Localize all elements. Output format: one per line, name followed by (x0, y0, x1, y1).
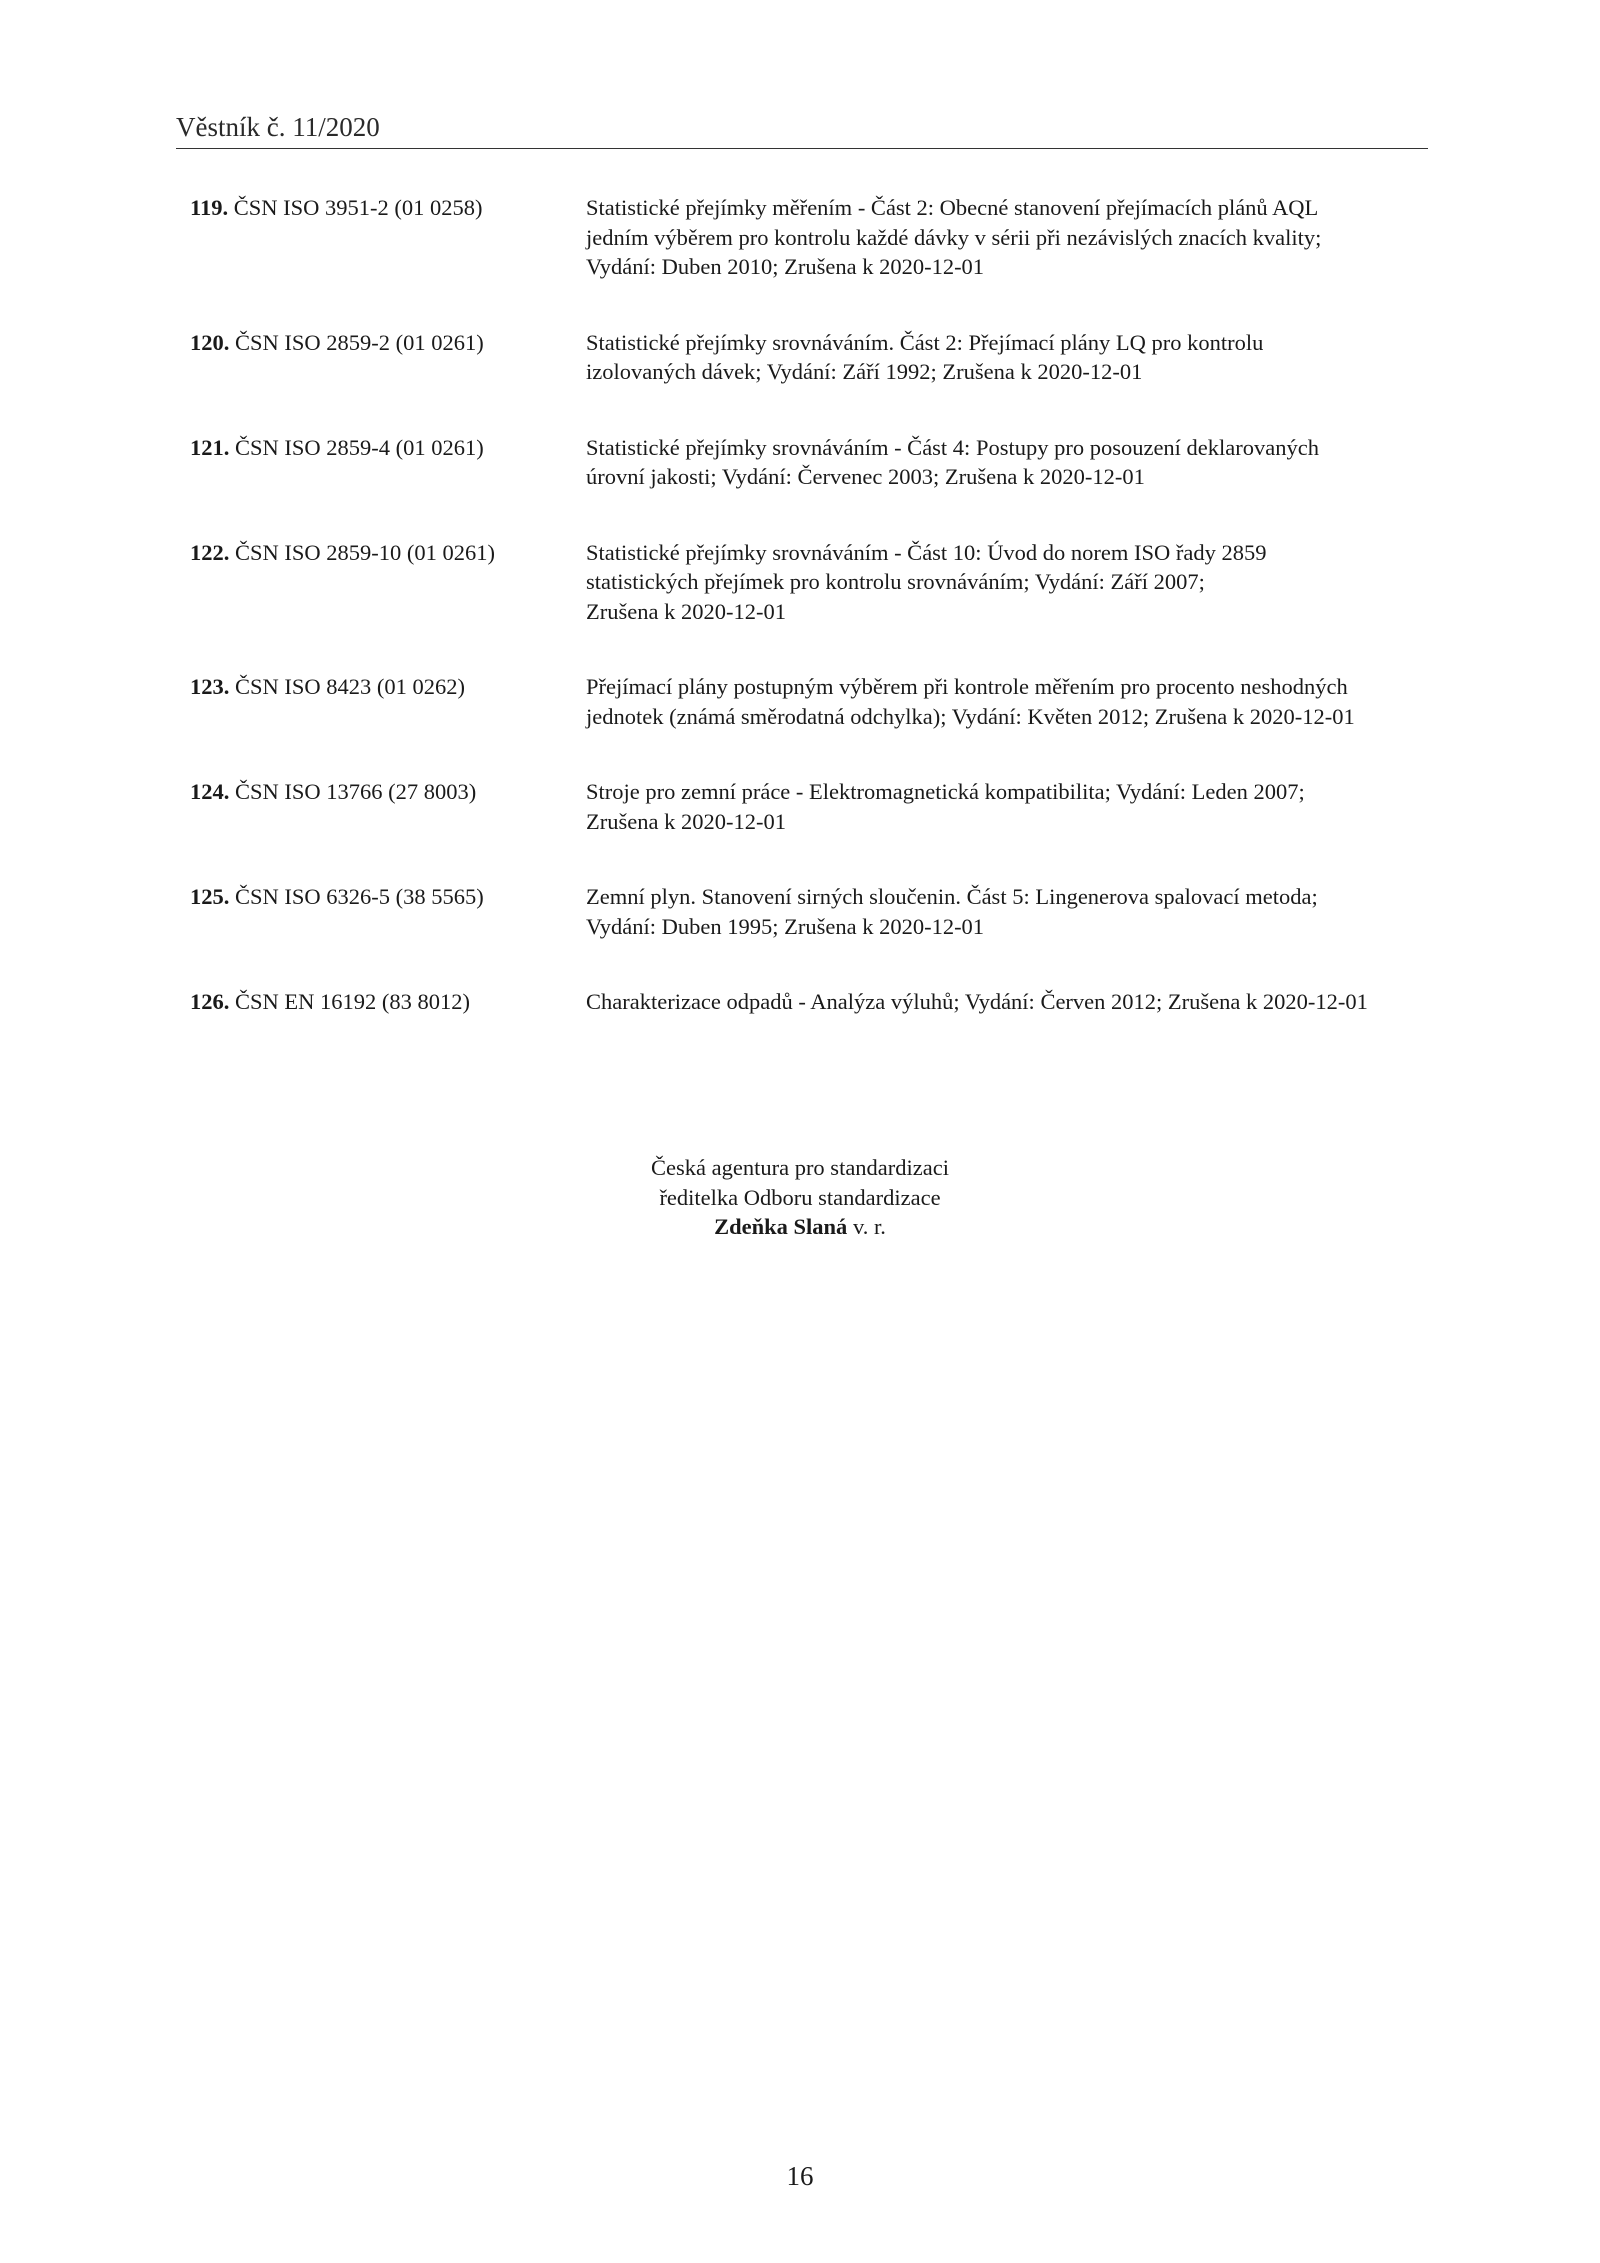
signatory-role: ředitelka Odboru standardizace (659, 1184, 941, 1210)
item-number: 126. (190, 989, 230, 1014)
list-item (190, 328, 1440, 387)
description-line: Statistické přejímky srovnáváním - Část 4: Postupy pro posouzení deklarovaných (586, 434, 1319, 460)
item-number: 119. (190, 195, 229, 220)
standard-id: ČSN ISO 2859-4 (01 0261) (229, 434, 484, 460)
description-line: Vydání: Duben 1995; Zrušena k 2020-12-01 (586, 913, 985, 939)
standard-code (190, 328, 484, 358)
standard-code (190, 882, 484, 912)
bulletin-title: Věstník č. 11/2020 (176, 112, 380, 142)
standard-id: ČSN ISO 8423 (01 0262) (229, 674, 466, 699)
description-line: Vydání: Duben 2010; Zrušena k 2020-12-01 (586, 254, 985, 279)
standard-description (586, 777, 1446, 836)
list-item (190, 672, 1440, 731)
signature-block (500, 1153, 1100, 1242)
agency-name: Česká agentura pro standardizaci (651, 1155, 949, 1180)
description-line: úrovní jakosti; Vydání: Červenec 2003; Zrušena k 2020-12-01 (586, 464, 1145, 489)
standard-description (586, 328, 1446, 387)
standard-description (586, 672, 1446, 731)
standard-description (586, 433, 1446, 492)
standard-description (586, 538, 1446, 627)
item-number: 121. (190, 434, 230, 460)
standard-id: ČSN EN 16192 (83 8012) (229, 989, 470, 1014)
item-number: 122. (190, 539, 230, 565)
description-line: Statistické přejímky měřením - Část 2: Obecné stanovení přejímacích plánů AQL (586, 195, 1319, 220)
item-number: 120. (190, 329, 230, 355)
item-number: 125. (190, 884, 230, 909)
description-line: izolovaných dávek; Vydání: Září 1992; Zrušena k 2020-12-01 (586, 359, 1143, 384)
description-line: jednotek (známá směrodatná odchylka); Vydání: Květen 2012; Zrušena k 2020-12-01 (586, 703, 1355, 729)
description-line: Statistické přejímky srovnáváním - Část 10: Úvod do norem ISO řady 2859 (586, 539, 1267, 565)
signatory-name: Zdeňka Slaná (714, 1214, 848, 1239)
standards-list (190, 193, 1440, 1063)
item-number: 124. (190, 779, 230, 804)
description-line: Zrušena k 2020-12-01 (586, 808, 786, 834)
standard-description (586, 193, 1446, 282)
description-line: Zrušena k 2020-12-01 (586, 598, 786, 624)
list-item (190, 538, 1440, 627)
standard-id: ČSN ISO 3951-2 (01 0258) (228, 195, 483, 220)
list-item (190, 193, 1440, 282)
description-line: jedním výběrem pro kontrolu každé dávky v sérii při nezávislých znacích kvality; (586, 224, 1322, 250)
standard-id: ČSN ISO 2859-2 (01 0261) (229, 329, 484, 355)
standard-code (190, 777, 476, 807)
list-item (190, 882, 1440, 941)
standard-code (190, 433, 484, 463)
list-item (190, 987, 1440, 1017)
standard-code (190, 193, 483, 223)
item-number: 123. (190, 674, 230, 699)
standard-description (586, 882, 1446, 941)
page-header (176, 110, 1428, 149)
description-line: Charakterizace odpadů - Analýza výluhů; Vydání: Červen 2012; Zrušena k 2020-12-01 (586, 989, 1368, 1014)
standard-code (190, 672, 465, 702)
signatory-suffix: v. r. (847, 1214, 886, 1239)
standard-id: ČSN ISO 2859-10 (01 0261) (229, 539, 496, 565)
description-line: statistických přejímek pro kontrolu srovnáváním; Vydání: Září 2007; (586, 569, 1205, 594)
standard-description (586, 987, 1446, 1017)
standard-code (190, 538, 495, 568)
description-line: Zemní plyn. Stanovení sirných sloučenin. Část 5: Lingenerova spalovací metoda; (586, 884, 1318, 909)
list-item (190, 433, 1440, 492)
description-line: Stroje pro zemní práce - Elektromagnetická kompatibilita; Vydání: Leden 2007; (586, 779, 1305, 804)
standard-code (190, 987, 470, 1017)
standard-id: ČSN ISO 13766 (27 8003) (229, 779, 477, 804)
signatory-line (500, 1212, 1100, 1242)
list-item (190, 777, 1440, 836)
page-number: 16 (786, 2161, 814, 2191)
standard-id: ČSN ISO 6326-5 (38 5565) (229, 884, 484, 909)
description-line: Statistické přejímky srovnáváním. Část 2: Přejímací plány LQ pro kontrolu (586, 329, 1264, 355)
description-line: Přejímací plány postupným výběrem při kontrole měřením pro procento neshodných (586, 674, 1348, 699)
